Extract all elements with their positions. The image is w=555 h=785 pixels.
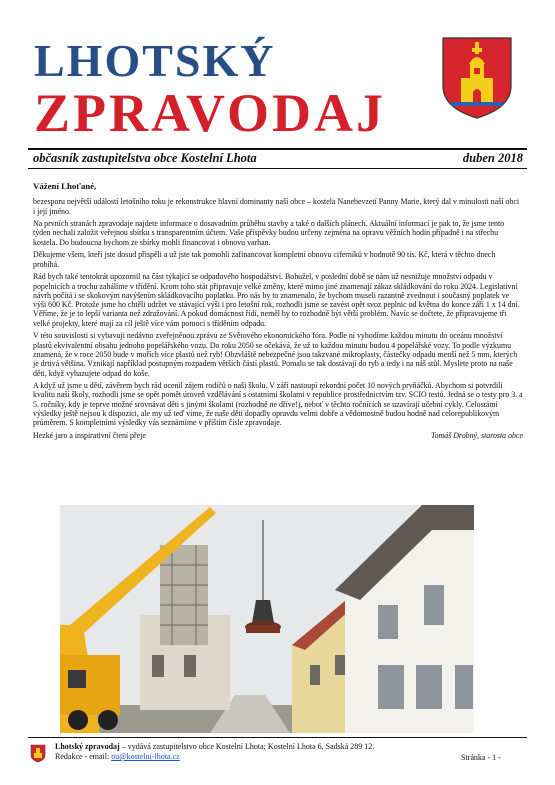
editorial-article — [33, 182, 523, 444]
closing-text: Hezké jaro a inspirativní čtení přeje — [33, 430, 146, 440]
footer-publisher-info: – vydává zastupitelstvo obce Kostelní Lhota; Kostelní Lhota 6, Sadská 289 12. — [119, 742, 375, 751]
masthead-title-line2: ZPRAVODAJ — [34, 83, 386, 143]
footer-publisher-name: Lhotský zpravodaj — [55, 742, 120, 751]
subtitle-divider — [28, 168, 527, 169]
footer-line-2 — [55, 752, 495, 762]
article-paragraph: V této souvislosti si vybavuji nedávno zveřejněnou zprávu ze Světového ekonomického fóra. Podle ní vyhodíme každou minutu do oceánu množství plastů ekvivalentní obsahu jednoho popelářského vozu. Do roku 2050 se očekává, že už to každou minutu budou 4 popelářské vozy. To podle výzkumu znamená, že v roce 2050 bude v mořích více plastů než ryb! Obzvláště nebezpečné jsou takzvané mikroplasty, částečky odpadu menší než 5 mm, kterých je drtivá většina. Vznikají například postupným rozpadem větších částí plastů. Pomalu se tak dostávají do ryb a tedy i na náš stůl. Myslete proto na naše děti, když vyhazujete odpad do koše. — [33, 331, 518, 378]
footer-crest-icon — [30, 744, 46, 763]
article-paragraph: A když už jsme u dětí, závěrem bych rád ocenil zájem rodičů o naši školu. V září nastoupí rekordní počet 10 nových prvňáčků. Abychom si potvrdili kvalitu naší školy, rozhodli jsme se opět pomět úroveň vzdělávání s ostatními školami v republice prostřednictvím tzv. SCIO testů. Jedná se o testy pro 3. a 5. ročníky, kdy je teprve možné srovnávat děti s jinými školami (rozhodně ne dříve!), neboť v těchto ročnících se uzavírají učební cykly. Celostátní výsledky ještě nejsou k dispozici, ale my už teď víme, že naše děti dopadly opravdu velmi dobře a vědomostně budou hodně nad celorepublikovým průměrem. S kompletními výsledky vás seznámíme v příštím čísle zpravodaje. — [33, 381, 523, 428]
subtitle-bar — [33, 151, 523, 166]
masthead-divider — [28, 148, 527, 150]
footer-email-label: Redakce - email: — [55, 752, 112, 761]
footer-publisher — [55, 742, 495, 762]
closing-line — [33, 431, 523, 440]
greeting: Vážení Lhoťané, — [33, 181, 97, 191]
subtitle: občasník zastupitelstva obce Kostelní Lhota — [33, 151, 257, 165]
article-paragraph: bezesporu největší událostí letošního roku je rekonstrukce hlavní dominanty naší obce – kostela Nanebevzetí Panny Marie, který dal v minulosti naší obci i její jméno. — [33, 197, 520, 216]
article-paragraph: Děkujeme všem, kteří jste dosud přispěli a už jste tak pomohli zafinancovat kompletní obnovu ciferníků v hodnotě 90 tis. Kč, která v těchto dnech probíhá. — [33, 250, 496, 269]
issue-date: duben 2018 — [462, 151, 523, 165]
footer-divider — [28, 737, 527, 738]
village-crest-icon — [441, 36, 513, 120]
signature: Tomáš Drobný, starosta obce — [430, 430, 523, 440]
article-paragraph: Rád bych také tentokrát upozornil na část týkající se odpadového hospodářství. Bohužel, v poslední době se nám už nesnižuje množství odpadu v popelnicích a trochu zahálíme v třídění. Krom toho stát připravuje velké změny, které mimo jiné znamenají zákaz skládkování do roku 2024. Legislativní návrh počítá i se skokovým navýšením skládkovacího poplatku. Pro nás by to znamenalo, že bychom museli razantně zvednout i současný poplatek ve výši 600 Kč. Protože jsme ho chtěli udržet ve stávající výši i pro letošní rok, rozhodli jsme se zavést opět svoz peplnic od května do konce září 1 x 14 dní. Věříme, že je to lepší varianta než zdražování. A pokud domácnost řídí, neměl by to rozhodně být větší problém. Navíc se dočtete, že připravujeme tři velké projekty, které mají za cíl ještě více vám pomoci s tříděním odpadu. — [33, 272, 520, 328]
footer-email-link[interactable]: ou@kostelni-lhota.cz — [111, 752, 180, 761]
page-number: Stránka - 1 - — [461, 753, 501, 762]
church-reconstruction-photo — [60, 505, 474, 733]
footer-line-1 — [55, 742, 495, 752]
masthead-title-line1: LHOTSKÝ — [34, 35, 276, 86]
article-paragraph: Na prvních stranách zpravodaje najdete informace o dosavadním průběhu stavby a také o dalších plánech. Aktuální informací je pak to, že jsme tento týden nechali založit veřejnou sbírku s transparentním účtem. Vaše příspěvky budou určeny zejména na opravu věžních hodin případně i na střechu kostela. Do budoucna bychom ze sbírky mohli financovat i obnovu varhan. — [33, 219, 505, 247]
